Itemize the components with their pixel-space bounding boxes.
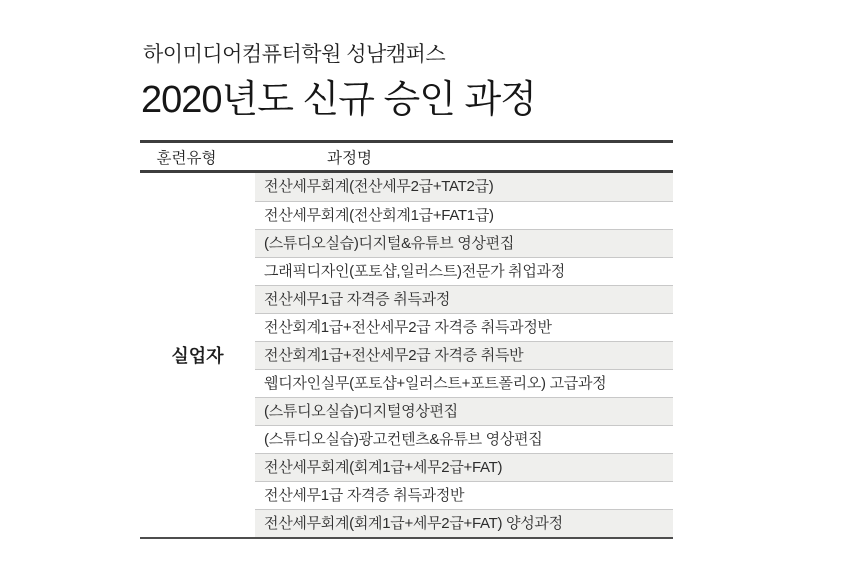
table-row: (스튜디오실습)디지털&유튜브 영상편집 bbox=[255, 229, 673, 257]
table-row: 전산세무1급 자격증 취득과정 bbox=[255, 285, 673, 313]
table-row: 웹디자인실무(포토샵+일러스트+포트폴리오) 고급과정 bbox=[255, 369, 673, 397]
table-row: 전산세무회계(전산회계1급+FAT1급) bbox=[255, 201, 673, 229]
training-type-cell: 실업자 bbox=[171, 346, 224, 366]
table-header-row bbox=[140, 143, 673, 173]
table-row: 전산세무1급 자격증 취득과정반 bbox=[255, 481, 673, 509]
table-row: 전산회계1급+전산세무2급 자격증 취득과정반 bbox=[255, 313, 673, 341]
page-title: 2020년도 신규 승인 과정 bbox=[141, 79, 536, 121]
table-row: 전산세무회계(전산세무2급+TAT2급) bbox=[255, 173, 673, 201]
column-header-training-type: 훈련유형 bbox=[156, 149, 217, 167]
course-rows bbox=[255, 173, 673, 537]
table-row: 그래픽디자인(포토샵,일러스트)전문가 취업과정 bbox=[255, 257, 673, 285]
table-row: 전산세무회계(회계1급+세무2급+FAT) 양성과정 bbox=[255, 509, 673, 537]
table-row: 전산세무회계(회계1급+세무2급+FAT) bbox=[255, 453, 673, 481]
column-header-course-name: 과정명 bbox=[327, 149, 372, 167]
table-body bbox=[140, 173, 673, 537]
table-row: 전산회계1급+전산세무2급 자격증 취득반 bbox=[255, 341, 673, 369]
course-table bbox=[140, 140, 673, 539]
table-row: (스튜디오실습)광고컨텐츠&유튜브 영상편집 bbox=[255, 425, 673, 453]
academy-name: 하이미디어컴퓨터학원 성남캠퍼스 bbox=[143, 43, 446, 66]
table-row: (스튜디오실습)디지털영상편집 bbox=[255, 397, 673, 425]
